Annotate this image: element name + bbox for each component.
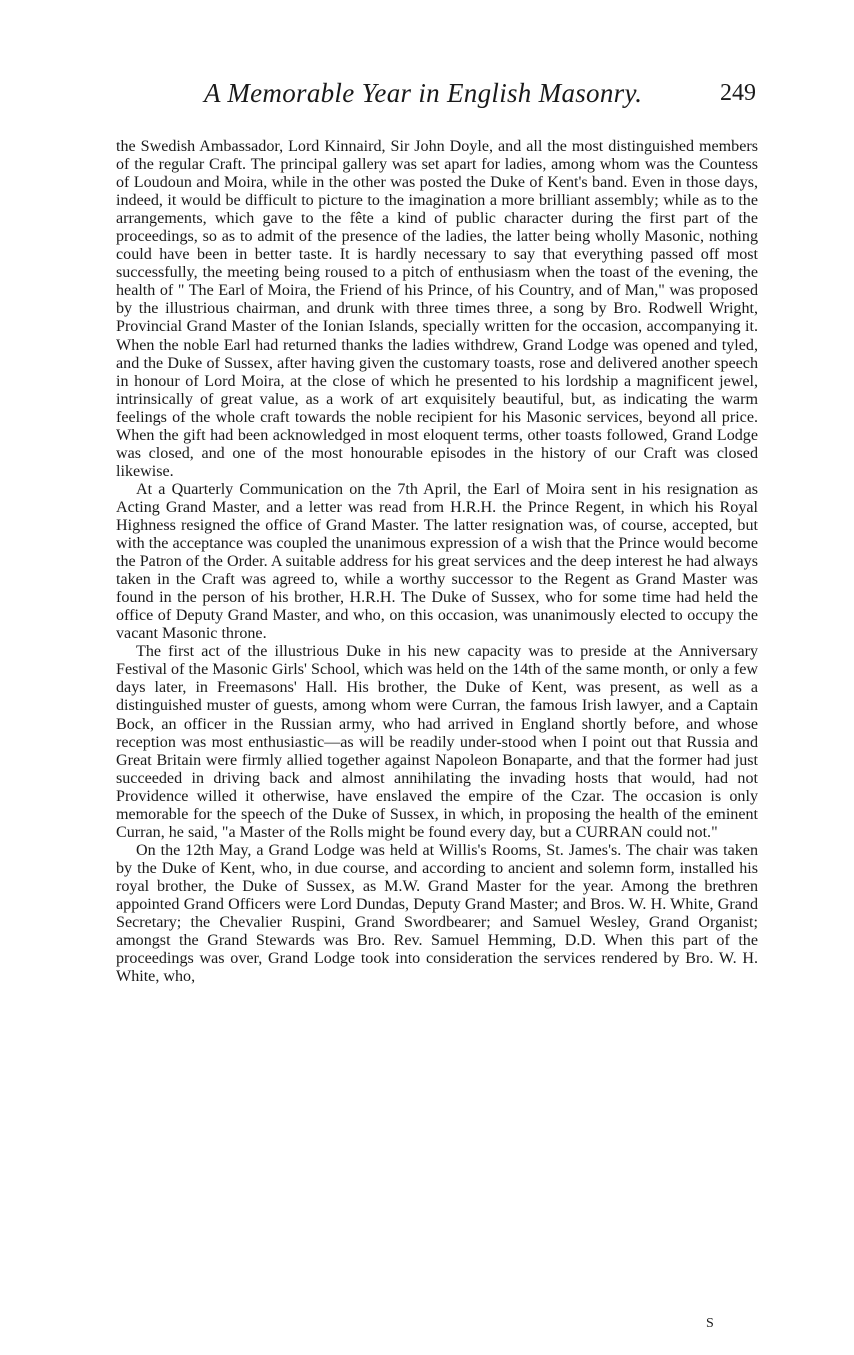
page-number: 249 (720, 80, 756, 106)
body-text (116, 138, 758, 986)
running-head (116, 78, 756, 112)
paragraph: The first act of the illustrious Duke in his new capacity was to preside at the Anniversary Festival of the Masonic Girls' School, which was held on the 14th of the same month, or only a few days later, in Freemasons' Hall. His brother, the Duke of Kent, was present, as well as a distinguished muster of guests, among whom were Curran, the famous Irish lawyer, and a Captain Bock, an officer in the Russian army, who had arrived in England shortly before, and whose reception was most enthusiastic—as will be readily under-stood when I point out that Russia and Great Britain were firmly allied together against Napoleon Bonaparte, and that the former had just succeeded in driving back and almost annihilating the invading hosts that would, had not Providence willed it otherwise, have enslaved the empire of the Czar. The occasion is only memorable for the speech of the Duke of Sussex, in which, in proposing the health of the eminent Curran, he said, "a Master of the Rolls might be found every day, but a CURRAN could not." (116, 643, 758, 841)
paragraph: On the 12th May, a Grand Lodge was held at Willis's Rooms, St. James's. The chair was taken by the Duke of Kent, who, in due course, and according to ancient and solemn form, installed his royal brother, the Duke of Sussex, as M.W. Grand Master for the year. Among the brethren appointed Grand Officers were Lord Dundas, Deputy Grand Master; and Bros. W. H. White, Grand Secretary; the Chevalier Ruspini, Grand Swordbearer; and Samuel Wesley, Grand Organist; amongst the Grand Stewards was Bro. Rev. Samuel Hemming, D.D. When this part of the proceedings was over, Grand Lodge took into consideration the services rendered by Bro. W. H. White, who, (116, 841, 758, 986)
signature-mark: S (706, 1316, 714, 1331)
paragraph: At a Quarterly Communication on the 7th April, the Earl of Moira sent in his resignation as Acting Grand Master, and a letter was read from H.R.H. the Prince Regent, in which his Royal Highness resigned the office of Grand Master. The latter resignation was, of course, accepted, but with the acceptance was coupled the unanimous expression of a wish that the Prince would become the Patron of the Order. A suitable address for his great services and the deep interest he had always taken in the Craft was agreed to, while a worthy successor to the Regent as Grand Master was found in the person of his brother, H.R.H. The Duke of Sussex, who for some time had held the office of Deputy Grand Master, and who, on this occasion, was unanimously elected to occupy the vacant Masonic throne. (116, 480, 758, 643)
running-title: A Memorable Year in English Masonry. (204, 78, 643, 108)
paragraph: the Swedish Ambassador, Lord Kinnaird, Sir John Doyle, and all the most distinguished members of the regular Craft. The principal gallery was set apart for ladies, among whom was the Countess of Loudoun and Moira, while in the other was posted the Duke of Kent's band. Even in those days, indeed, it would be difficult to picture to the imagination a more brilliant assembly; while as to the arrangements, which gave to the fête a kind of public character during the first part of the proceedings, so as to admit of the presence of the ladies, the latter being wholly Masonic, nothing could have been in better taste. It is hardly necessary to say that everything passed off most successfully, the meeting being roused to a pitch of enthusiasm when the toast of the evening, the health of " The Earl of Moira, the Friend of his Prince, of his Country, and of Man," was proposed by the illustrious chairman, and drunk with three times three, a song by Bro. Rodwell Wright, Provincial Grand Master of the Ionian Islands, specially written for the occasion, accompanying it. When the noble Earl had returned thanks the ladies withdrew, Grand Lodge was opened and tyled, and the Duke of Sussex, after having given the customary toasts, rose and delivered another speech in honour of Lord Moira, at the close of which he presented to his lordship a magnificent jewel, intrinsically of great value, as a work of art exquisitely beautiful, but, as indicating the warm feelings of the whole craft towards the noble recipient for his Masonic services, beyond all price. When the gift had been acknowledged in most eloquent terms, other toasts followed, Grand Lodge was closed, and one of the most honourable episodes in the history of our Craft was closed likewise. (116, 138, 758, 480)
